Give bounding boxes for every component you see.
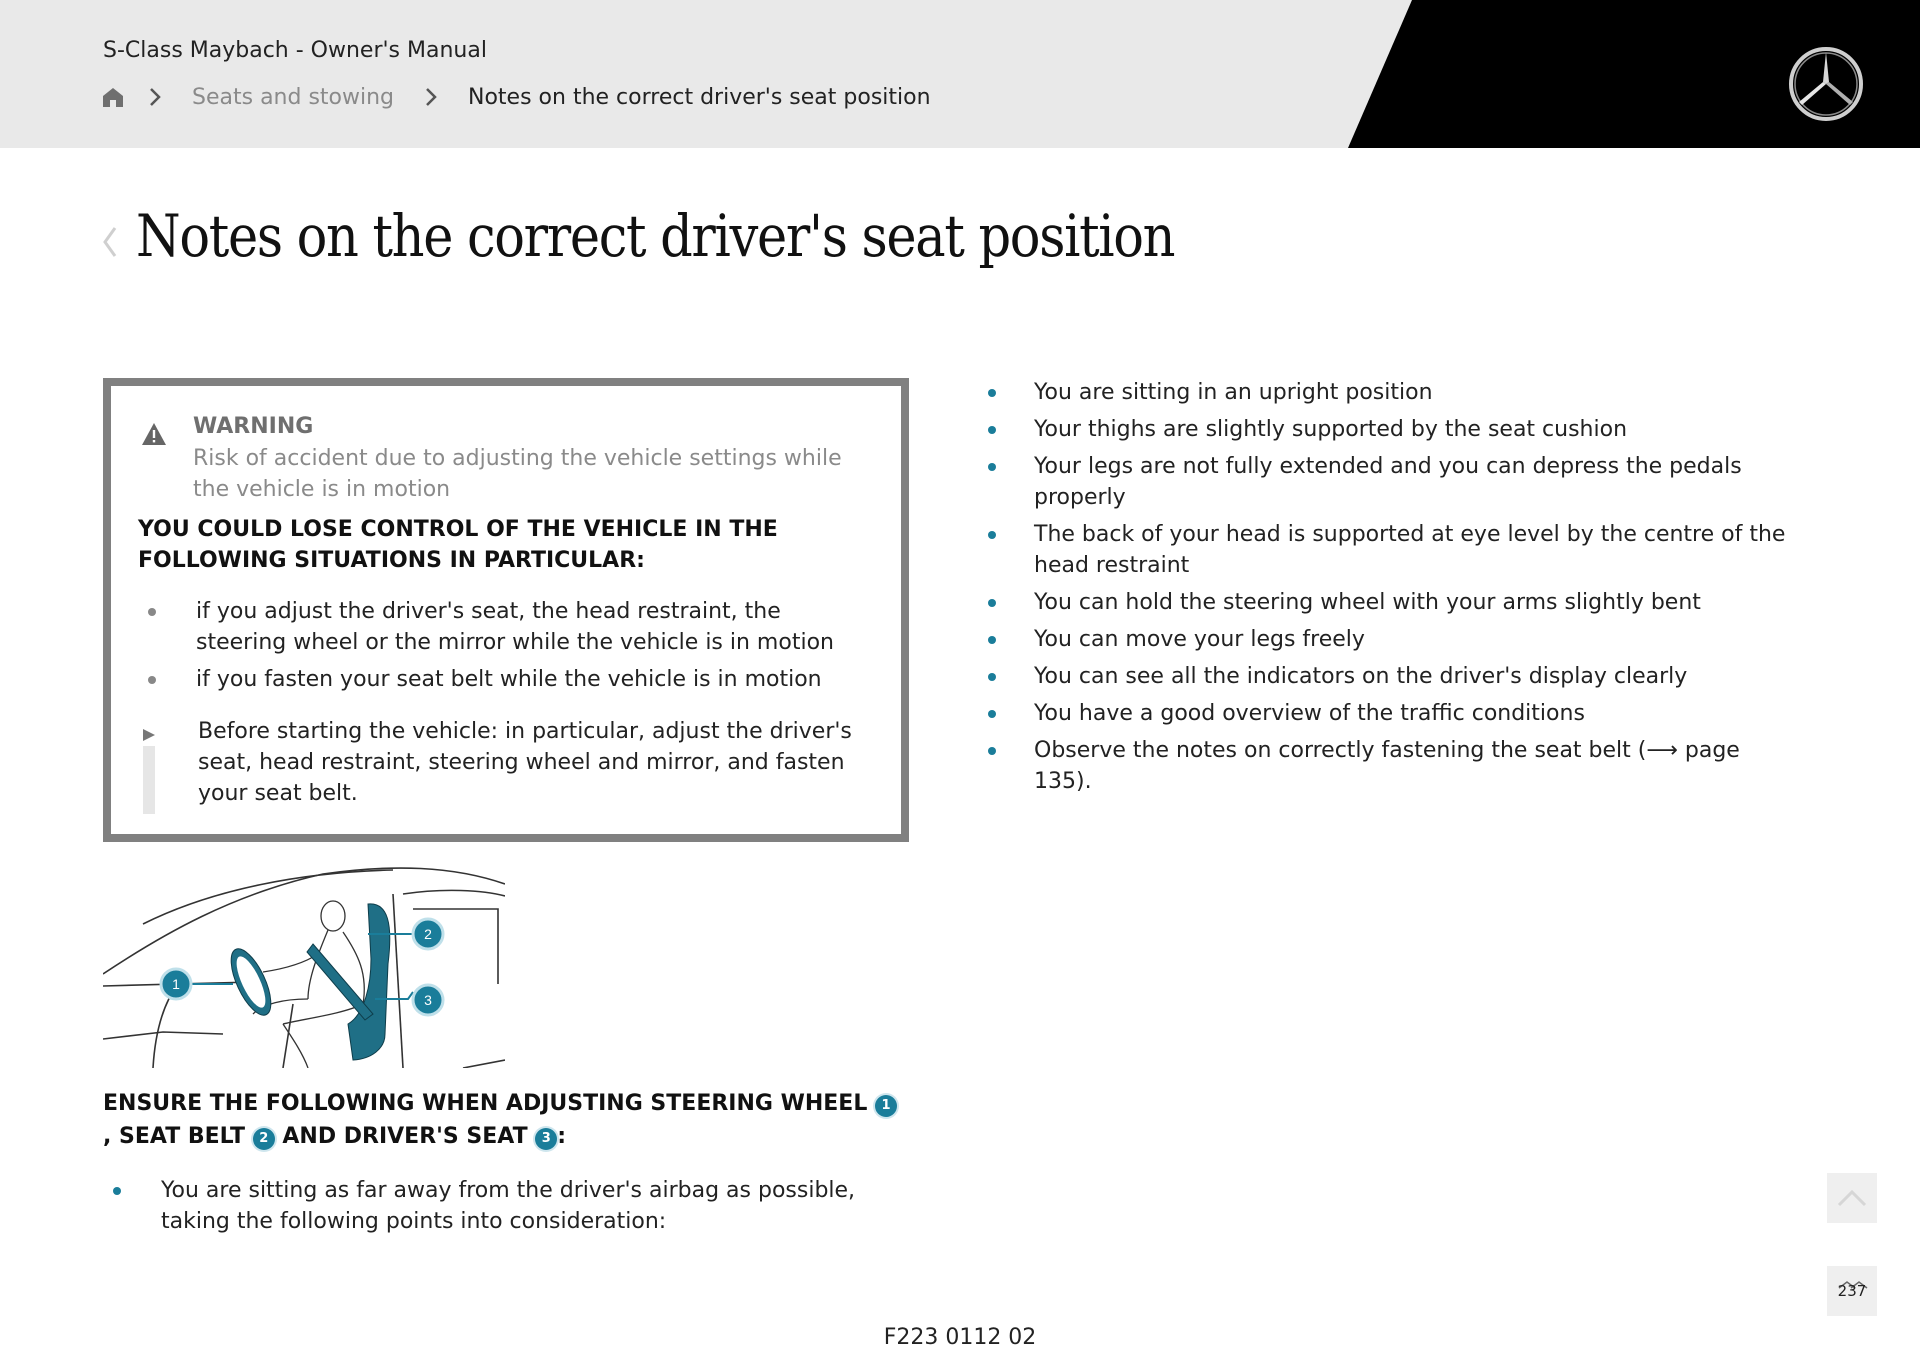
- bullet-icon: [988, 673, 996, 681]
- warning-heading: WARNING: [193, 414, 314, 439]
- bullet-icon: [148, 608, 156, 616]
- breadcrumb-link-seats[interactable]: Seats and stowing: [192, 84, 395, 110]
- list-item: [982, 451, 1802, 513]
- figure-code: F223 0112 02: [883, 1325, 1037, 1350]
- list-item-text: Your thighs are slightly supported by the seat cushion: [1034, 417, 1628, 442]
- action-bar: [143, 746, 155, 814]
- bullet-icon: [148, 676, 156, 684]
- ensure-text-1: ENSURE THE FOLLOWING WHEN ADJUSTING STEERING WHEEL: [103, 1091, 868, 1116]
- page-number-button[interactable]: [1827, 1266, 1877, 1316]
- bullet-icon: [988, 426, 996, 434]
- list-item: [982, 661, 1802, 692]
- chevron-up-icon: [1827, 1173, 1877, 1223]
- play-triangle-icon: [142, 728, 156, 742]
- header-black-panel: [0, 0, 1920, 148]
- manual-title: S-Class Maybach - Owner's Manual: [103, 38, 487, 63]
- page-number: 237: [1837, 1282, 1867, 1300]
- callout-badge-1: 1: [875, 1095, 897, 1117]
- list-item: [982, 519, 1802, 581]
- list-item: [982, 624, 1802, 655]
- bullet-icon: [988, 531, 996, 539]
- list-item: [103, 1175, 913, 1237]
- list-item-text: You are sitting in an upright position: [1034, 380, 1433, 405]
- list-item: [982, 377, 1802, 408]
- breadcrumb: [102, 82, 931, 112]
- list-item: [138, 664, 858, 695]
- breadcrumb-current: Notes on the correct driver's seat position: [468, 84, 931, 110]
- chevron-right-icon: [148, 86, 162, 108]
- right-list: [982, 377, 1802, 803]
- callout-2: [413, 919, 443, 949]
- list-item-text: You can see all the indicators on the driver's display clearly: [1034, 664, 1688, 689]
- callout-badge-3: 3: [535, 1128, 557, 1150]
- list-item: [982, 587, 1802, 618]
- list-item-text[interactable]: Observe the notes on correctly fastening the seat belt (⟶ page 135).: [1034, 738, 1740, 794]
- bullet-icon: [988, 599, 996, 607]
- bullet-icon: [988, 463, 996, 471]
- chevron-left-icon[interactable]: [100, 222, 120, 262]
- bullet-icon: [988, 747, 996, 755]
- bullet-icon: [988, 636, 996, 644]
- warning-action-text: Before starting the vehicle: in particular, adjust the driver's seat, head restraint, steering wheel and mirror, and fasten your seat belt.: [198, 719, 852, 806]
- left-list: [103, 1175, 913, 1237]
- scroll-to-top-button[interactable]: [1827, 1173, 1877, 1223]
- list-item-text: if you fasten your seat belt while the vehicle is in motion: [196, 667, 822, 692]
- callout-badge-2: 2: [253, 1128, 275, 1150]
- ensure-text-4: :: [557, 1124, 567, 1149]
- callout-1-label: 1: [172, 976, 180, 992]
- ensure-text-3: AND DRIVER'S SEAT: [282, 1124, 528, 1149]
- list-item: [982, 735, 1802, 797]
- home-icon[interactable]: [102, 86, 124, 108]
- ensure-heading: [103, 1087, 903, 1153]
- ensure-text-2: , SEAT BELT: [103, 1124, 246, 1149]
- list-item: [982, 698, 1802, 729]
- list-item: [982, 414, 1802, 445]
- list-item-text: if you adjust the driver's seat, the head restraint, the steering wheel or the mirror while the vehicle is in motion: [196, 599, 834, 655]
- callout-2-label: 2: [424, 926, 432, 942]
- page-title: Notes on the correct driver's seat position: [136, 202, 1175, 270]
- list-item-text: Your legs are not fully extended and you can depress the pedals properly: [1034, 454, 1742, 510]
- warning-triangle-icon: [141, 422, 167, 446]
- list-item-text: You are sitting as far away from the driver's airbag as possible, taking the following points into consideration:: [161, 1178, 856, 1234]
- callout-3: [413, 985, 443, 1015]
- warning-caps-text: YOU COULD LOSE CONTROL OF THE VEHICLE IN THE FOLLOWING SITUATIONS IN PARTICULAR:: [138, 517, 778, 573]
- list-item-text: You can hold the steering wheel with your arms slightly bent: [1034, 590, 1701, 615]
- three-pointed-star-logo[interactable]: [1788, 46, 1864, 122]
- callout-3-label: 3: [424, 992, 432, 1008]
- list-item-text: You can move your legs freely: [1034, 627, 1365, 652]
- bullet-icon: [988, 710, 996, 718]
- callout-1: [161, 969, 191, 999]
- warning-box: [103, 378, 909, 842]
- chevron-right-icon: [424, 86, 438, 108]
- list-item-text: The back of your head is supported at eye level by the centre of the head restraint: [1034, 522, 1786, 578]
- seat-position-illustration: [103, 864, 505, 1068]
- bullet-icon: [988, 389, 996, 397]
- warning-subheading: Risk of accident due to adjusting the vehicle settings while the vehicle is in motion: [193, 446, 842, 502]
- warning-list: [138, 596, 858, 701]
- bullet-icon: [113, 1187, 121, 1195]
- list-item-text: You have a good overview of the traffic conditions: [1034, 701, 1585, 726]
- list-item: [138, 596, 858, 658]
